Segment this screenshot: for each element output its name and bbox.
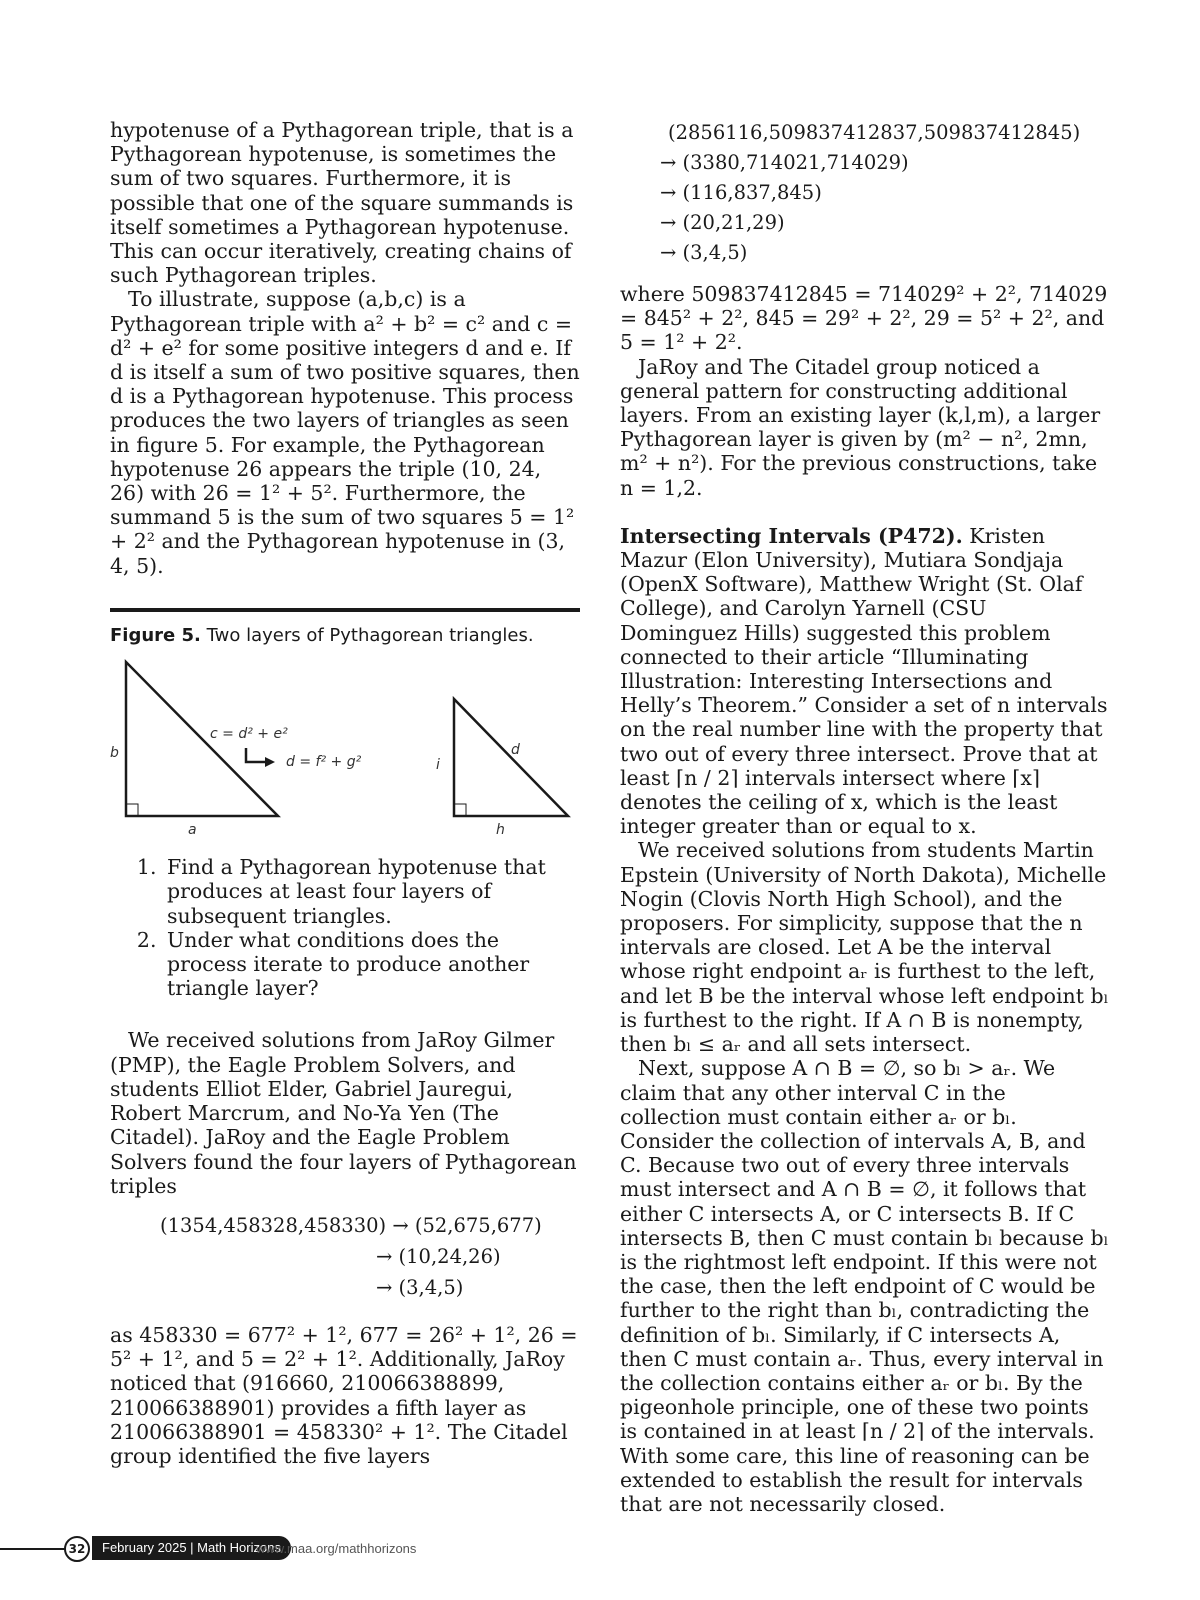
question-list xyxy=(110,855,580,1000)
question-item: 1. Find a Pythagorean hypotenuse that produces at least four layers of subsequent triangles. xyxy=(163,855,580,928)
five-layer-chain xyxy=(660,118,1110,268)
chain-row: (2856116,509837412837,509837412845) xyxy=(668,121,1081,144)
label-i: i xyxy=(436,757,440,774)
after-chain-paragraph: as 458330 = 677² + 1², 677 = 26² + 1², 26 = 5² + 1², and 5 = 2² + 1². Additionally, JaRoy noticed that (916660, 210066388899, 210066388901) provides a fifth layer as 210066388901 = 458330² + 1². The Citadel group identified the five layers xyxy=(110,1322,578,1468)
label-d-formula: d = f² + g² xyxy=(286,754,362,771)
problem-heading: Intersecting Intervals (P472). xyxy=(620,523,963,548)
right-angle-mark xyxy=(126,804,138,816)
right-column xyxy=(620,118,1110,1516)
issue-label: February 2025 | Math Horizons xyxy=(92,1536,291,1560)
page-number: 32 xyxy=(64,1536,90,1562)
solutions-intro-paragraph: We received solutions from JaRoy Gilmer (PMP), the Eagle Problem Solvers, and students Elliot Elder, Gabriel Jauregui, Robert Marcrum, and No-Ya Yen (The Citadel). JaRoy and the Eagle Problem Solvers found the four layers of Pythagorean triples xyxy=(110,1028,577,1198)
label-c: c = d² + e² xyxy=(210,726,288,743)
label-b: b xyxy=(110,745,119,762)
chain-row: → (3,4,5) xyxy=(376,1275,464,1299)
next-paragraph: Next, suppose A ∩ B = ∅, so bₗ > aᵣ. We claim that any other interval C in the collection must contain either aᵣ or bₗ. Consider the collection of intervals A, B, and C. Because two out of every three intervals must intersect and A ∩ B = ∅, it follows that either C intersects A, or C intersects B. If C intersects B, then C must contain bₗ because bₗ is the rightmost left endpoint. If this were not the case, then the left endpoint of C would be further to the right than bₗ, contradicting the definition of bₗ. Similarly, if C intersects A, then C must contain aᵣ. Thus, every interval in the collection contains either aᵣ or bₗ. By the pigeonhole principle, one of these two points is contained in at least ⌈n / 2⌉ of the intervals. With some care, this line of reasoning can be extended to establish the result for intervals that are not necessarily closed. xyxy=(620,1056,1109,1516)
chain-row: → (116,837,845) xyxy=(660,181,822,204)
problem-text: Kristen Mazur (Elon University), Mutiara Sondjaja (OpenX Software), Matthew Wright (St. Olaf College), and Carolyn Yarnell (CSU Dominguez Hills) suggested this problem connected to their article “Illuminating Illustration: Interesting Intersections and Helly’s Theorem.” Consider a set of n intervals on the real number line with the property that two out of every three intersect. Prove that at least ⌈n / 2⌉ intervals intersect where ⌈x⌉ denotes the ceiling of x, which is the least integer greater than or equal to x. xyxy=(620,523,1108,839)
intro-paragraph: hypotenuse of a Pythagorean triple, that is a Pythagorean hypotenuse, is sometimes the sum of two squares. Furthermore, it is possible that one of the square summands is itself sometimes a Pythagorean hypotenuse. This can occur iteratively, creating chains of such Pythagorean triples. xyxy=(110,118,574,288)
received-paragraph: We received solutions from students Martin Epstein (University of North Dakota), Michelle Nogin (Clovis North High School), and the proposers. For simplicity, suppose that the n intervals are closed. Let A be the interval whose right endpoint aᵣ is furthest to the left, and let B be the interval whose left endpoint bₗ is furthest to the right. If A ∩ B is nonempty, then bₗ ≤ aᵣ and all sets intersect. xyxy=(620,838,1109,1057)
four-layer-chain xyxy=(110,1210,580,1303)
pattern-paragraph: JaRoy and The Citadel group noticed a general pattern for constructing additional layers. From an existing layer (k,l,m), a larger Pythagorean layer is given by (m² − n², 2mn, m² + n²). For the previous constructions, take n = 1,2. xyxy=(620,354,1101,500)
triangles-diagram xyxy=(110,654,580,844)
figure-caption-label: Figure 5. xyxy=(110,624,201,646)
question-item: 2. Under what conditions does the process iterate to produce another triangle layer? xyxy=(163,928,580,1001)
figure-caption xyxy=(110,624,580,648)
figure-caption-text: Two layers of Pythagorean triangles. xyxy=(206,624,534,646)
where-paragraph: where 509837412845 = 714029² + 2², 714029 = 845² + 2², 845 = 29² + 2², 29 = 5² + 2², and 5 = 1² + 2². xyxy=(620,282,1108,355)
arrow-head-icon xyxy=(265,757,275,767)
footer-url[interactable]: www.maa.org/mathhorizons xyxy=(256,1541,417,1556)
chain-row: (1354,458328,458330) → (52,675,677) xyxy=(160,1213,542,1237)
chain-row: → (3,4,5) xyxy=(660,241,748,264)
illustrate-paragraph: To illustrate, suppose (a,b,c) is a Pythagorean triple with a² + b² = c² and c = d² + e² for some positive integers d and e. If d is itself a sum of two positive squares, then d is a Pythagorean hypotenuse. This process produces the two layers of triangles as seen in figure 5. For example, the Pythagorean hypotenuse 26 appears the triple (10, 24, 26) with 26 = 1² + 5². Furthermore, the summand 5 is the sum of two squares 5 = 1² + 2² and the Pythagorean hypotenuse in (3, 4, 5). xyxy=(110,287,580,578)
chain-row: → (10,24,26) xyxy=(376,1244,501,1268)
footer-rule xyxy=(0,1548,68,1550)
page-footer xyxy=(0,1534,420,1562)
chain-row: → (20,21,29) xyxy=(660,211,785,234)
figure-rule xyxy=(110,608,580,612)
figure-5-triangles xyxy=(110,654,580,849)
arrow-icon xyxy=(246,748,268,762)
problem-paragraph xyxy=(620,524,1110,839)
label-a: a xyxy=(188,822,197,839)
chain-row: → (3380,714021,714029) xyxy=(660,151,909,174)
label-d: d xyxy=(511,742,520,759)
left-column xyxy=(110,118,580,1468)
label-h: h xyxy=(496,822,505,839)
right-angle-mark-small xyxy=(454,804,466,816)
